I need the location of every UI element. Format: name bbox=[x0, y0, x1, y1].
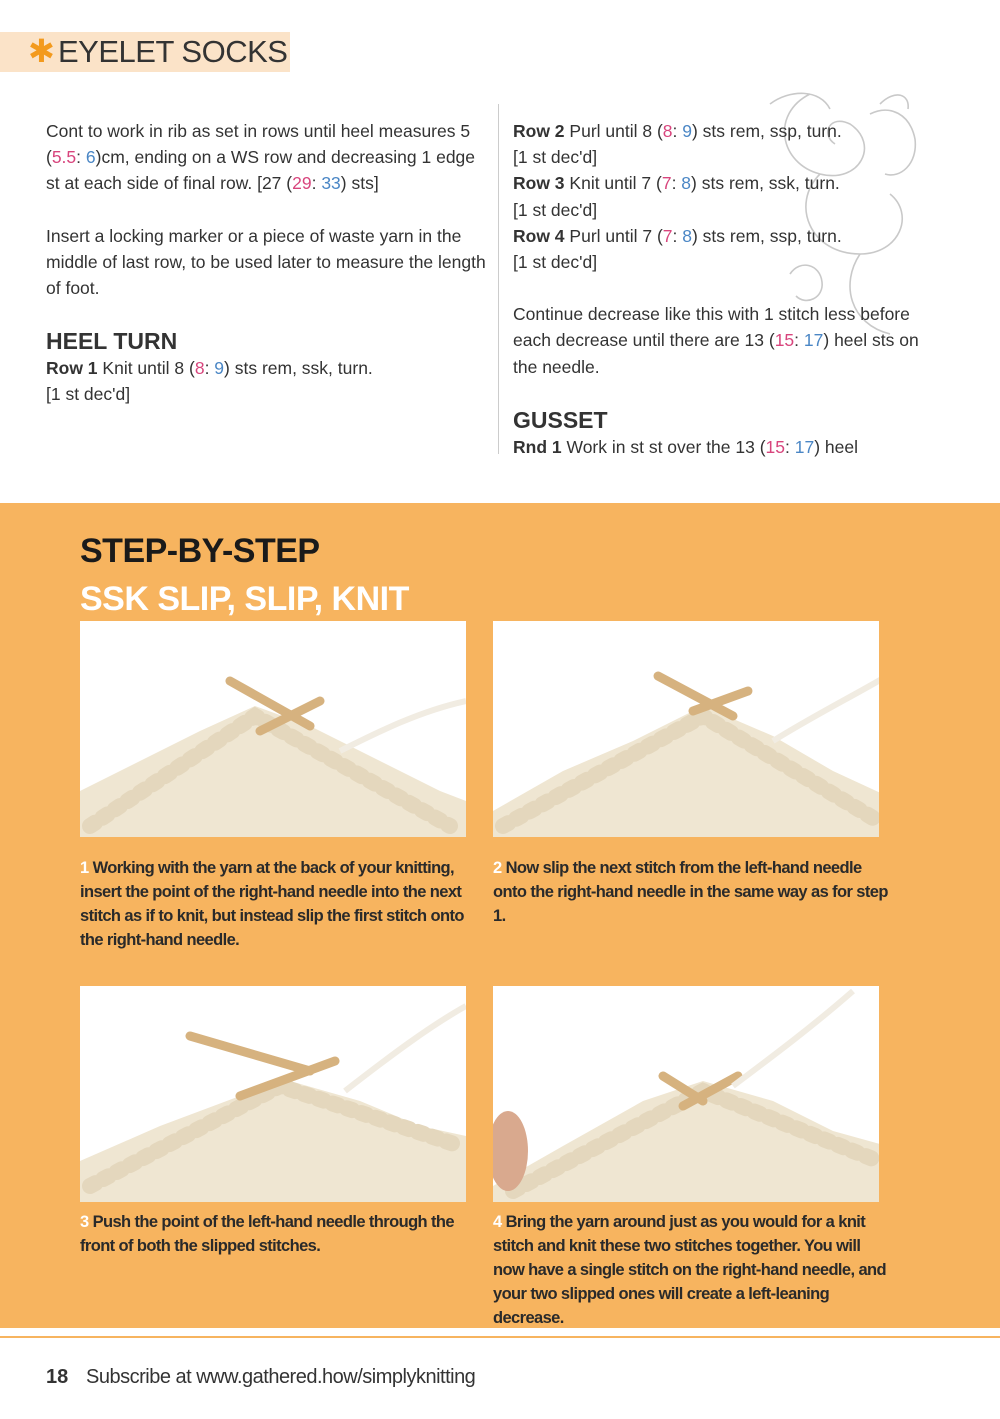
marker-paragraph: Insert a locking marker or a piece of waste yarn in the middle of last row, to be used later to measure the length of foot. bbox=[46, 225, 486, 299]
step-4-caption: 4 Bring the yarn around just as you would for a knit stitch and knit these two stitches together. You will now have a single stitch on the right-hand needle, and your two slipped ones will create a left-leaning decrease. bbox=[493, 1213, 886, 1327]
step-1-caption: 1 Working with the yarn at the back of your knitting, insert the point of the right-hand needle into the next stitch as if to knit, but instead slip the first stitch onto the right-hand needle. bbox=[80, 859, 464, 949]
heel-paragraph: Cont to work in rib as set in rows until heel measures 5 (5.5: 6)cm, ending on a WS row and decreasing 1 edge st at each side of final row. [27 (29: 33) sts] bbox=[46, 121, 476, 194]
step-2-caption: 2 Now slip the next stitch from the left-hand needle onto the right-hand needle in the same way as for step 1. bbox=[493, 859, 888, 925]
section-title: EYELET SOCKS bbox=[58, 34, 288, 69]
row-1-instruction: Row 1 Knit until 8 (8: 9) sts rem, ssk, turn. [1 st dec'd] bbox=[46, 358, 373, 405]
subscribe-link[interactable]: Subscribe at www.gathered.how/simplyknitting bbox=[86, 1366, 476, 1388]
page-number: 18 bbox=[46, 1366, 69, 1388]
footer-rule bbox=[0, 1336, 1000, 1338]
right-text-column bbox=[513, 118, 943, 460]
row-4-instruction: Row 4 Purl until 7 (7: 8) sts rem, ssp, turn. [1 st dec'd] bbox=[513, 225, 842, 273]
step-4-photo bbox=[493, 986, 879, 1202]
step-3-photo bbox=[80, 986, 466, 1202]
gusset-heading: GUSSET bbox=[513, 406, 608, 433]
row-3-instruction: Row 3 Knit until 7 (7: 8) sts rem, ssk, turn. [1 st dec'd] bbox=[513, 173, 840, 220]
heel-turn-heading: HEEL TURN bbox=[46, 328, 178, 355]
row-2-instruction: Row 2 Purl until 8 (8: 9) sts rem, ssp, turn. [1 st dec'd] bbox=[513, 121, 842, 168]
left-text-column bbox=[46, 118, 488, 408]
step-3-caption: 3 Push the point of the left-hand needle through the front of both the slipped stitches. bbox=[80, 1213, 454, 1255]
asterisk-icon: ✱ bbox=[28, 33, 55, 69]
step-2-photo bbox=[493, 621, 879, 837]
continue-paragraph: Continue decrease like this with 1 stitch less before each decrease until there are 13 (15: 17) heel sts on the needle. bbox=[513, 304, 919, 377]
rnd-1-instruction: Rnd 1 Work in st st over the 13 (15: 17) heel bbox=[513, 436, 858, 457]
step-1-photo bbox=[80, 621, 466, 837]
ssk-subtitle: SSK SLIP, SLIP, KNIT bbox=[80, 580, 409, 618]
column-divider bbox=[498, 104, 499, 454]
step-by-step-title: STEP-BY-STEP bbox=[80, 532, 320, 570]
